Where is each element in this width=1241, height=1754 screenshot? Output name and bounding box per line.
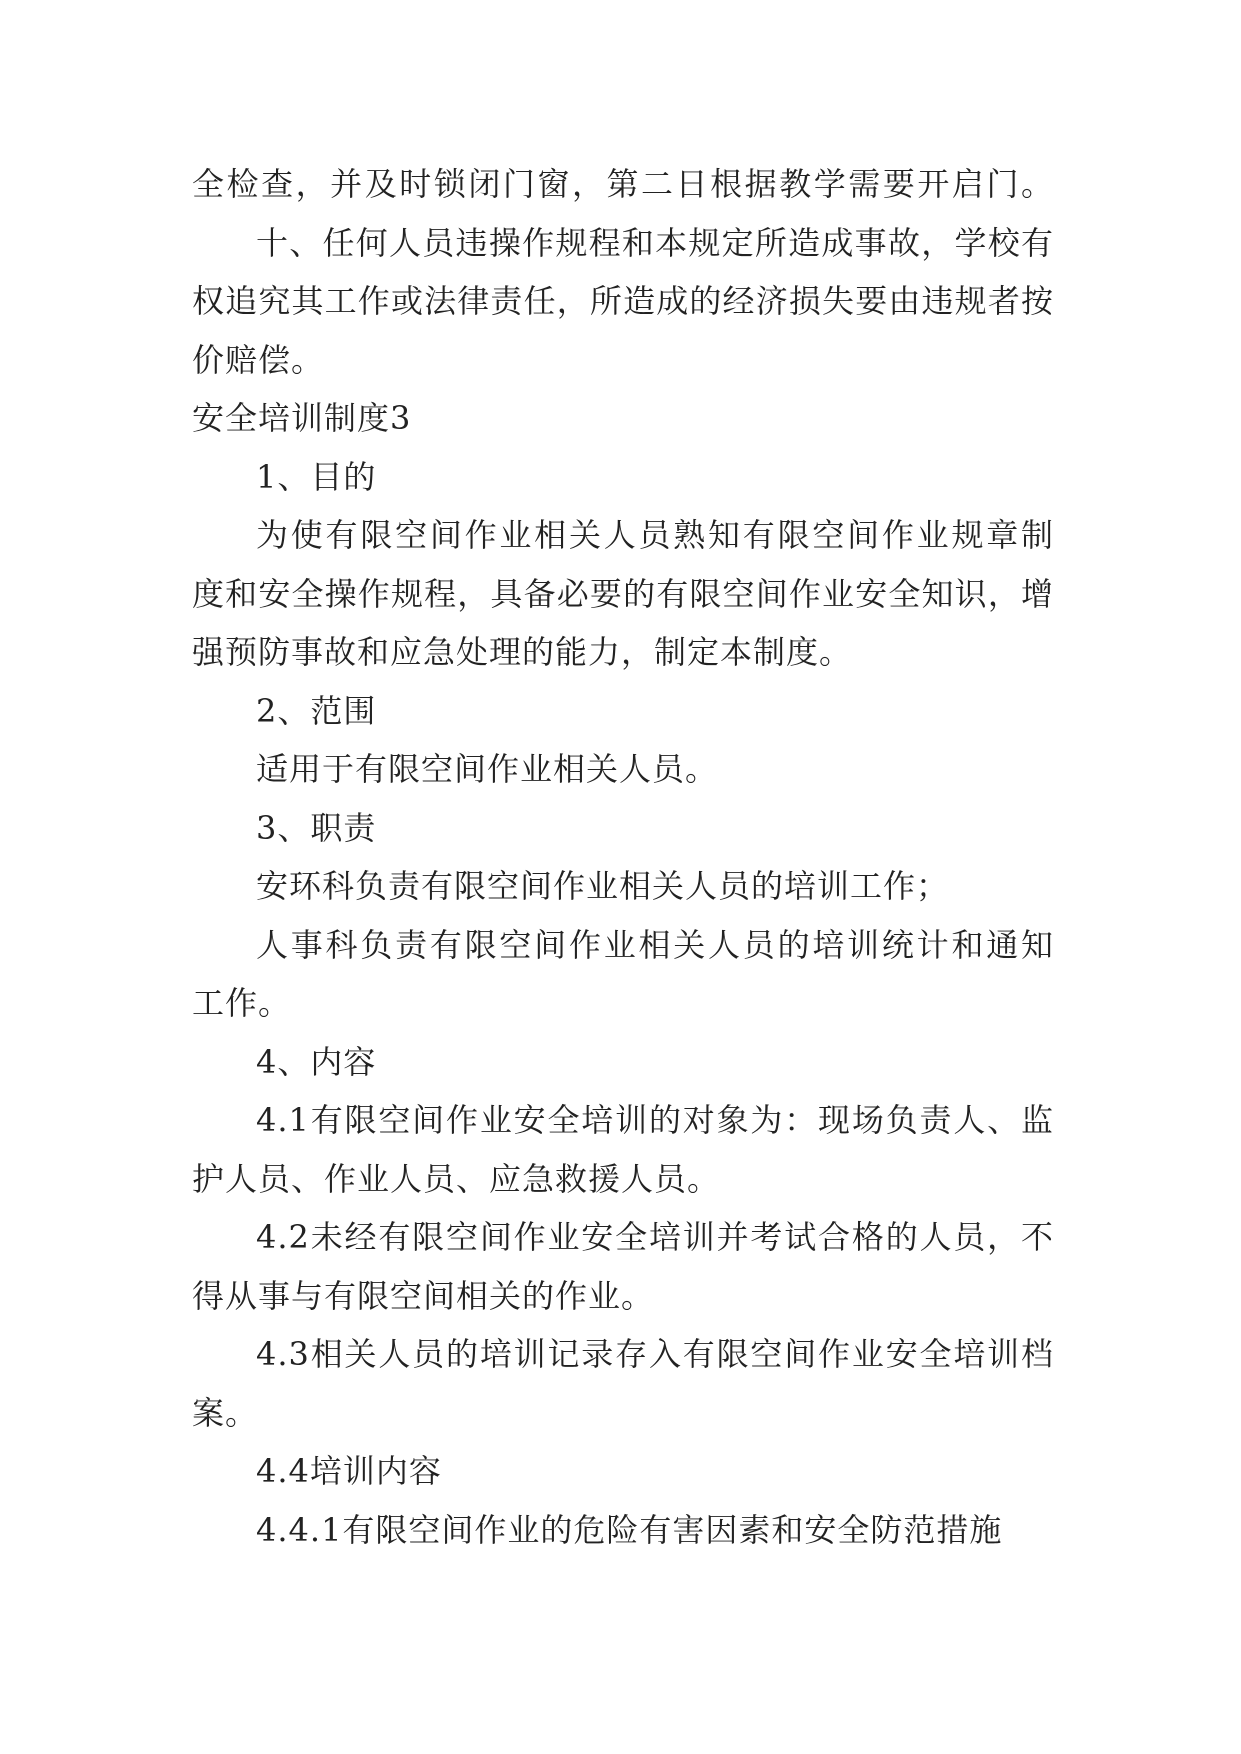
paragraph-line: 人事科负责有限空间作业相关人员的培训统计和通知	[256, 925, 1054, 964]
paragraph-line: 4.2未经有限空间作业安全培训并考试合格的人员，不	[256, 1218, 1054, 1256]
paragraph-line: 价赔偿。	[192, 340, 325, 379]
section-title: 安全培训制度3	[192, 399, 412, 437]
paragraph-line: 案。	[192, 1393, 259, 1432]
paragraph-line: 适用于有限空间作业相关人员。	[256, 750, 719, 788]
paragraph-line: 4.4.1有限空间作业的危险有害因素和安全防范措施	[256, 1510, 1003, 1549]
paragraph-line: 强预防事故和应急处理的能力，制定本制度。	[192, 633, 853, 671]
heading-purpose: 1、目的	[256, 457, 377, 496]
paragraph-line: 十、任何人员违操作规程和本规定所造成事故，学校有	[256, 223, 1054, 262]
paragraph-line: 安环科负责有限空间作业相关人员的培训工作；	[256, 867, 950, 905]
paragraph-line: 得从事与有限空间相关的作业。	[192, 1276, 655, 1315]
paragraph-line: 护人员、作业人员、应急救援人员。	[192, 1159, 721, 1198]
paragraph-line: 4.3相关人员的培训记录存入有限空间作业安全培训档	[256, 1335, 1054, 1373]
paragraph-line: 工作。	[192, 984, 292, 1022]
document-body	[192, 155, 1054, 1559]
paragraph-line: 度和安全操作规程，具备必要的有限空间作业安全知识，增	[192, 574, 1054, 613]
paragraph-line: 全检查，并及时锁闭门窗，第二日根据教学需要开启门。	[192, 165, 1054, 203]
paragraph-line: 为使有限空间作业相关人员熟知有限空间作业规章制	[256, 516, 1054, 554]
heading-content: 4、内容	[256, 1042, 377, 1081]
paragraph-line: 4.1有限空间作业安全培训的对象为：现场负责人、监	[256, 1101, 1054, 1139]
heading-scope: 2、范围	[256, 691, 377, 730]
heading-responsibilities: 3、职责	[256, 808, 377, 847]
subheading-training-content: 4.4培训内容	[256, 1452, 442, 1490]
paragraph-line: 权追究其工作或法律责任，所造成的经济损失要由违规者按	[192, 282, 1054, 320]
